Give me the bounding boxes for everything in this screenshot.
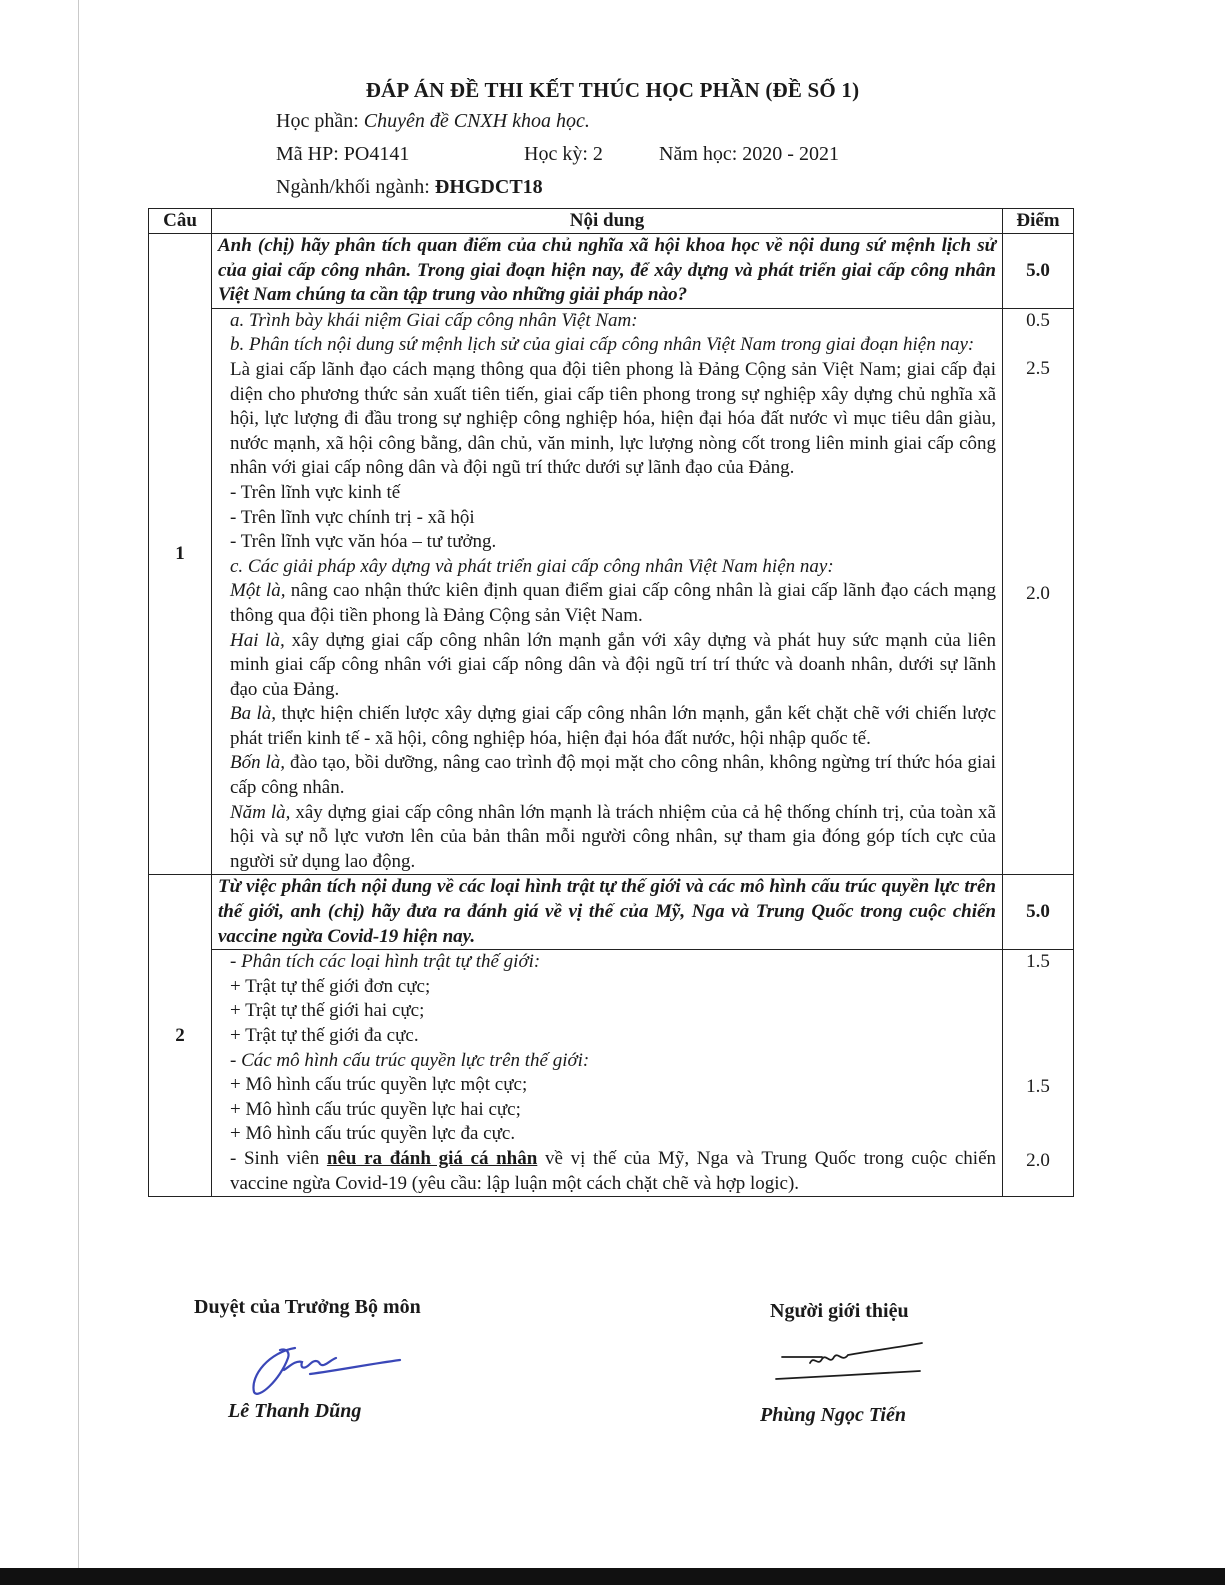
q2-part2-points: 1.5 (1026, 1075, 1050, 1097)
q1-solution-item (218, 751, 996, 800)
semester: Học kỳ: 2 (524, 143, 603, 165)
left-signer-name: Lê Thanh Dũng (228, 1400, 362, 1422)
scan-edge-line (78, 0, 79, 1585)
q1-part-b-item: - Trên lĩnh vực kinh tế (230, 481, 401, 503)
major-label: Ngành/khối ngành: (276, 176, 430, 198)
code-line (276, 143, 916, 166)
q2-part2-item: + Mô hình cấu trúc quyền lực đa cực. (230, 1123, 516, 1145)
major-value: ĐHGDCT18 (434, 176, 543, 198)
scan-bottom-edge (0, 1568, 1225, 1585)
q2-part2-item: + Mô hình cấu trúc quyền lực một cực; (230, 1074, 528, 1096)
col-question-header: Câu (149, 209, 212, 234)
answer-table (148, 208, 1074, 1197)
q2-part1-item: + Trật tự thế giới đơn cực; (230, 975, 431, 997)
q2-part3-rest: về vị thế của Mỹ, Nga và Trung Quốc trong cuộc chiến vaccine ngừa Covid-19 (yêu cầu: lập luận một cách chặt chẽ và hợp logic). (230, 1147, 997, 1194)
course-label: Học phần: (276, 110, 359, 132)
right-handwritten-signature (770, 1335, 930, 1390)
solution-text: xây dựng giai cấp công nhân lớn mạnh là trách nhiệm của cả hệ thống chính trị, của toàn xã hội và sự nỗ lực vươn lên của bản thân mỗi người công nhân, sự tham gia đóng góp tích cực của người sử dụng lao động. (230, 801, 996, 872)
q1-part-a-points: 0.5 (1026, 309, 1050, 331)
solution-text: đào tạo, bồi dưỡng, nâng cao trình độ mọi mặt cho công nhân, không ngừng trí thức hóa giai cấp công nhân. (230, 752, 997, 799)
solution-lead: Một là, (230, 580, 286, 602)
q1-question-row (149, 234, 1074, 309)
right-signature-title: Người giới thiệu (770, 1300, 909, 1322)
q1-part-points (1003, 308, 1074, 875)
q1-part-b-points: 2.5 (1026, 358, 1050, 380)
school-year: Năm học: 2020 - 2021 (659, 143, 839, 165)
q1-solution-item (218, 579, 996, 628)
q1-part-b-item: - Trên lĩnh vực chính trị - xã hội (230, 506, 475, 528)
solution-text: nâng cao nhận thức kiên định quan điểm giai cấp công nhân là giai cấp lãnh đạo cách mạng thông qua đội tiền phong là Đảng Cộng sản Việt Nam. (230, 580, 996, 626)
table-header-row (149, 209, 1074, 234)
left-handwritten-signature (240, 1330, 410, 1402)
left-signature-title: Duyệt của Trưởng Bộ môn (194, 1296, 421, 1318)
solution-lead: Ba là, (230, 703, 277, 725)
q2-part3-prefix: - Sinh viên (230, 1147, 320, 1169)
q2-part2-item: + Mô hình cấu trúc quyền lực hai cực; (230, 1098, 521, 1120)
solution-lead: Bốn là, (230, 752, 286, 774)
q2-question-row (149, 875, 1074, 950)
col-content-header: Nội dung (212, 209, 1003, 234)
q1-solution-item (218, 629, 996, 703)
col-points-header: Điểm (1003, 209, 1074, 234)
q1-solution-item (218, 801, 996, 875)
document-title: ĐÁP ÁN ĐỀ THI KẾT THÚC HỌC PHẦN (ĐỀ SỐ 1) (365, 78, 860, 102)
q2-number: 2 (149, 875, 212, 1197)
q2-part3-points: 2.0 (1026, 1150, 1050, 1172)
q1-part-b-heading: b. Phân tích nội dung sứ mệnh lịch sử của giai cấp công nhân Việt Nam trong giai đoạn hiện nay: (230, 334, 975, 356)
q2-part-points (1003, 950, 1074, 1197)
q2-part1-item: + Trật tự thế giới hai cực; (230, 1000, 425, 1022)
course-name: Chuyên đề CNXH khoa học. (363, 110, 590, 132)
q1-answer (212, 308, 1003, 875)
q1-part-b-item: - Trên lĩnh vực văn hóa – tư tưởng. (230, 531, 497, 553)
solution-lead: Năm là, (230, 801, 291, 823)
right-signer-name: Phùng Ngọc Tiến (760, 1404, 906, 1426)
q2-part1-heading: - Phân tích các loại hình trật tự thế giới: (230, 951, 541, 973)
course-code: Mã HP: PO4141 (276, 143, 410, 165)
q1-number: 1 (149, 234, 212, 875)
major-line (276, 176, 543, 199)
q2-part3-text (218, 1147, 996, 1196)
q1-total-points: 5.0 (1003, 234, 1074, 309)
q2-part1-item: + Trật tự thế giới đa cực. (230, 1025, 419, 1046)
q1-answer-row (149, 308, 1074, 875)
q2-total-points: 5.0 (1003, 875, 1074, 950)
q2-part2-heading: - Các mô hình cấu trúc quyền lực trên thế giới: (230, 1049, 590, 1071)
q2-part3-emphasis: nêu ra đánh giá cá nhân (326, 1147, 538, 1169)
q1-part-a-heading: a. Trình bày khái niệm Giai cấp công nhân Việt Nam: (230, 309, 638, 331)
q2-part1-points: 1.5 (1026, 951, 1050, 973)
q1-part-c-heading: c. Các giải pháp xây dựng và phát triển giai cấp công nhân Việt Nam hiện nay: (230, 555, 834, 577)
q1-part-b-text: Là giai cấp lãnh đạo cách mạng thông qua đội tiên phong là Đảng Cộng sản Việt Nam; giai cấp đại diện cho phương thức sản xuất tiên tiến, giai cấp tiên phong trong sự nghiệp xây dựng chủ nghĩa xã hội, lực lượng đi đầu trong sự nghiệp công nghiệp hóa, hiện đại hóa đất nước vì mục tiêu dân giàu, nước mạnh, xã hội công bằng, dân chủ, văn minh, lực lượng nòng cốt trong liên minh giai cấp công nhân với giai cấp nông dân và đội ngũ trí thức dưới sự lãnh đạo của Đảng. (230, 358, 996, 479)
q1-question-text: Anh (chị) hãy phân tích quan điểm của chủ nghĩa xã hội khoa học về nội dung sứ mệnh lịch sử của giai cấp công nhân. Trong giai đoạn hiện nay, để xây dựng và phát triển giai cấp công nhân Việt Nam chúng ta cần tập trung vào những giải pháp nào? (212, 234, 1003, 309)
q2-answer-row (149, 950, 1074, 1197)
q2-question-text: Từ việc phân tích nội dung về các loại hình trật tự thế giới và các mô hình cấu trúc quyền lực trên thế giới, anh (chị) hãy đưa ra đánh giá về vị thế của Mỹ, Nga và Trung Quốc trong cuộc chiến vaccine ngừa Covid-19 hiện nay. (212, 875, 1003, 950)
q2-answer (212, 950, 1003, 1197)
solution-text: thực hiện chiến lược xây dựng giai cấp công nhân lớn mạnh, gắn kết chặt chẽ với chiến lược phát triển kinh tế - xã hội, công nghiệp hóa, hiện đại hóa đất nước, hội nhập quốc tế. (230, 703, 997, 749)
solution-lead: Hai là, (230, 629, 285, 651)
solution-text: xây dựng giai cấp công nhân lớn mạnh gắn với xây dựng và phát huy sức mạnh của liên minh giai cấp công nhân với giai cấp nông dân và đội ngũ trí trí thức và doanh nhân, dưới sự lãnh đạo của Đảng. (230, 629, 997, 700)
q1-part-c-points: 2.0 (1026, 582, 1050, 604)
course-line (276, 110, 590, 133)
q1-solution-item (218, 702, 996, 751)
